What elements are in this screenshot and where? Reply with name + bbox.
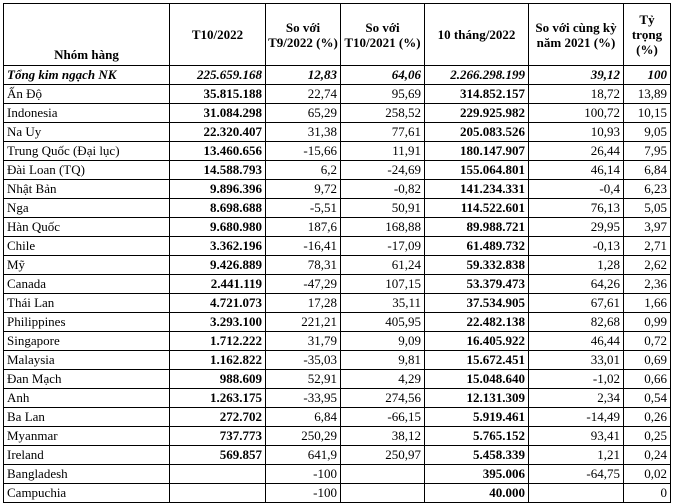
- cell-name: Chile: [4, 237, 170, 256]
- cell-t10: 35.815.188: [170, 85, 266, 104]
- table-row: [4, 351, 671, 370]
- cell-share: 6,23: [624, 180, 671, 199]
- cell-ten-months: 5.458.339: [425, 446, 529, 465]
- table-row: [4, 123, 671, 142]
- cell-vs-t9: 65,29: [266, 104, 341, 123]
- cell-vs-t10-2021: 64,06: [341, 66, 425, 85]
- cell-t10: 569.857: [170, 446, 266, 465]
- cell-name: Myanmar: [4, 427, 170, 446]
- table-header: [4, 4, 671, 66]
- cell-name: Anh: [4, 389, 170, 408]
- total-row: [4, 66, 671, 85]
- cell-vs-same-period: 1,28: [529, 256, 624, 275]
- header-vs-t9: So với T9/2022 (%): [266, 4, 341, 66]
- cell-vs-same-period: 82,68: [529, 313, 624, 332]
- cell-vs-same-period: 39,12: [529, 66, 624, 85]
- cell-name: Singapore: [4, 332, 170, 351]
- cell-t10: 31.084.298: [170, 104, 266, 123]
- header-vs-t10-2021: So với T10/2021 (%): [341, 4, 425, 66]
- cell-vs-t9: -5,51: [266, 199, 341, 218]
- cell-share: 5,05: [624, 199, 671, 218]
- cell-t10: 9.896.396: [170, 180, 266, 199]
- cell-t10: 2.441.119: [170, 275, 266, 294]
- cell-vs-same-period: -14,49: [529, 408, 624, 427]
- cell-vs-same-period: -1,02: [529, 370, 624, 389]
- cell-vs-same-period: 26,44: [529, 142, 624, 161]
- table-row: [4, 104, 671, 123]
- table-row: [4, 389, 671, 408]
- cell-vs-t9: 31,79: [266, 332, 341, 351]
- cell-name: Philippines: [4, 313, 170, 332]
- cell-share: 0,72: [624, 332, 671, 351]
- table-row: [4, 427, 671, 446]
- cell-vs-t10-2021: -66,15: [341, 408, 425, 427]
- cell-vs-t10-2021: 11,91: [341, 142, 425, 161]
- cell-ten-months: 205.083.526: [425, 123, 529, 142]
- cell-vs-t9: 6,2: [266, 161, 341, 180]
- cell-share: 0,26: [624, 408, 671, 427]
- cell-name: Malaysia: [4, 351, 170, 370]
- cell-vs-same-period: 1,21: [529, 446, 624, 465]
- cell-ten-months: 12.131.309: [425, 389, 529, 408]
- cell-share: 0,99: [624, 313, 671, 332]
- cell-name: Tổng kim ngạch NK: [4, 66, 170, 85]
- cell-vs-t10-2021: 250,97: [341, 446, 425, 465]
- cell-t10: 988.609: [170, 370, 266, 389]
- cell-vs-t10-2021: -0,82: [341, 180, 425, 199]
- table-row: [4, 313, 671, 332]
- cell-vs-t10-2021: 274,56: [341, 389, 425, 408]
- cell-vs-t10-2021: -17,09: [341, 237, 425, 256]
- header-group: Nhóm hàng: [4, 4, 170, 66]
- cell-t10: 3.293.100: [170, 313, 266, 332]
- header-t10: T10/2022: [170, 4, 266, 66]
- cell-name: Đan Mạch: [4, 370, 170, 389]
- cell-ten-months: 53.379.473: [425, 275, 529, 294]
- cell-share: 0,69: [624, 351, 671, 370]
- cell-t10: 9.426.889: [170, 256, 266, 275]
- cell-vs-same-period: 64,26: [529, 275, 624, 294]
- header-vs-same-period: So với cùng kỳ năm 2021 (%): [529, 4, 624, 66]
- cell-t10: 1.263.175: [170, 389, 266, 408]
- cell-vs-same-period: -64,75: [529, 465, 624, 484]
- cell-share: 13,89: [624, 85, 671, 104]
- cell-vs-t10-2021: 77,61: [341, 123, 425, 142]
- cell-share: 0,54: [624, 389, 671, 408]
- cell-vs-t10-2021: 258,52: [341, 104, 425, 123]
- table-row: [4, 370, 671, 389]
- cell-vs-same-period: 93,41: [529, 427, 624, 446]
- cell-t10: [170, 465, 266, 484]
- table-row: [4, 408, 671, 427]
- cell-vs-t9: 78,31: [266, 256, 341, 275]
- cell-vs-t9: 9,72: [266, 180, 341, 199]
- table-row: [4, 256, 671, 275]
- header-ten-months: 10 tháng/2022: [425, 4, 529, 66]
- cell-t10: 13.460.656: [170, 142, 266, 161]
- cell-name: Canada: [4, 275, 170, 294]
- cell-name: Ba Lan: [4, 408, 170, 427]
- cell-vs-t10-2021: 95,69: [341, 85, 425, 104]
- cell-ten-months: 89.988.721: [425, 218, 529, 237]
- cell-vs-t9: 12,83: [266, 66, 341, 85]
- table-row: [4, 85, 671, 104]
- cell-ten-months: 395.006: [425, 465, 529, 484]
- table-body: [4, 66, 671, 503]
- cell-vs-same-period: 76,13: [529, 199, 624, 218]
- cell-vs-same-period: 29,95: [529, 218, 624, 237]
- cell-vs-same-period: -0,13: [529, 237, 624, 256]
- cell-name: Na Uy: [4, 123, 170, 142]
- cell-t10: 9.680.980: [170, 218, 266, 237]
- cell-vs-t9: 6,84: [266, 408, 341, 427]
- table-row: [4, 332, 671, 351]
- cell-t10: 4.721.073: [170, 294, 266, 313]
- cell-ten-months: 114.522.601: [425, 199, 529, 218]
- table-row: [4, 218, 671, 237]
- cell-vs-same-period: 33,01: [529, 351, 624, 370]
- cell-vs-t9: -33,95: [266, 389, 341, 408]
- cell-share: 6,84: [624, 161, 671, 180]
- cell-ten-months: 61.489.732: [425, 237, 529, 256]
- cell-vs-t9: 187,6: [266, 218, 341, 237]
- cell-ten-months: 141.234.331: [425, 180, 529, 199]
- cell-vs-t9: -35,03: [266, 351, 341, 370]
- cell-ten-months: 15.048.640: [425, 370, 529, 389]
- cell-vs-t10-2021: 38,12: [341, 427, 425, 446]
- cell-ten-months: 59.332.838: [425, 256, 529, 275]
- cell-t10: 1.712.222: [170, 332, 266, 351]
- cell-vs-t9: -47,29: [266, 275, 341, 294]
- cell-vs-t10-2021: 9,09: [341, 332, 425, 351]
- cell-ten-months: 16.405.922: [425, 332, 529, 351]
- cell-vs-t9: 17,28: [266, 294, 341, 313]
- cell-t10: 737.773: [170, 427, 266, 446]
- cell-t10: 272.702: [170, 408, 266, 427]
- cell-share: 100: [624, 66, 671, 85]
- cell-vs-t10-2021: 61,24: [341, 256, 425, 275]
- cell-vs-t9: 250,29: [266, 427, 341, 446]
- table-row: [4, 142, 671, 161]
- cell-ten-months: 314.852.157: [425, 85, 529, 104]
- cell-vs-t9: 22,74: [266, 85, 341, 104]
- header-share: Tỷ trọng (%): [624, 4, 671, 66]
- cell-ten-months: 229.925.982: [425, 104, 529, 123]
- cell-share: 9,05: [624, 123, 671, 142]
- cell-t10: 14.588.793: [170, 161, 266, 180]
- cell-ten-months: 5.919.461: [425, 408, 529, 427]
- cell-name: Bangladesh: [4, 465, 170, 484]
- cell-ten-months: 15.672.451: [425, 351, 529, 370]
- cell-share: 0: [624, 484, 671, 503]
- cell-name: Mỹ: [4, 256, 170, 275]
- cell-vs-same-period: 67,61: [529, 294, 624, 313]
- cell-vs-same-period: -0,4: [529, 180, 624, 199]
- cell-share: 2,36: [624, 275, 671, 294]
- cell-ten-months: 40.000: [425, 484, 529, 503]
- cell-vs-t10-2021: 4,29: [341, 370, 425, 389]
- cell-t10: 22.320.407: [170, 123, 266, 142]
- cell-name: Nga: [4, 199, 170, 218]
- cell-ten-months: 37.534.905: [425, 294, 529, 313]
- table-row: [4, 294, 671, 313]
- cell-share: 0,24: [624, 446, 671, 465]
- cell-vs-t9: -100: [266, 484, 341, 503]
- cell-name: Đài Loan (TQ): [4, 161, 170, 180]
- cell-vs-t10-2021: 35,11: [341, 294, 425, 313]
- cell-vs-same-period: 2,34: [529, 389, 624, 408]
- cell-ten-months: 22.482.138: [425, 313, 529, 332]
- cell-share: 10,15: [624, 104, 671, 123]
- cell-vs-t9: -16,41: [266, 237, 341, 256]
- cell-vs-t9: 221,21: [266, 313, 341, 332]
- cell-vs-t10-2021: 107,15: [341, 275, 425, 294]
- cell-vs-t10-2021: 405,95: [341, 313, 425, 332]
- cell-ten-months: 155.064.801: [425, 161, 529, 180]
- cell-vs-same-period: 46,44: [529, 332, 624, 351]
- cell-share: 0,66: [624, 370, 671, 389]
- cell-share: 1,66: [624, 294, 671, 313]
- cell-vs-t9: -100: [266, 465, 341, 484]
- cell-t10: 8.698.688: [170, 199, 266, 218]
- cell-vs-t10-2021: 168,88: [341, 218, 425, 237]
- cell-share: 7,95: [624, 142, 671, 161]
- cell-t10: 3.362.196: [170, 237, 266, 256]
- cell-vs-t10-2021: [341, 465, 425, 484]
- cell-vs-same-period: 100,72: [529, 104, 624, 123]
- table-row: [4, 275, 671, 294]
- cell-vs-t9: -15,66: [266, 142, 341, 161]
- table-row: [4, 465, 671, 484]
- cell-vs-same-period: 10,93: [529, 123, 624, 142]
- table-row: [4, 180, 671, 199]
- cell-name: Trung Quốc (Đại lục): [4, 142, 170, 161]
- cell-share: 3,97: [624, 218, 671, 237]
- cell-vs-t9: 52,91: [266, 370, 341, 389]
- cell-name: Indonesia: [4, 104, 170, 123]
- cell-name: Campuchia: [4, 484, 170, 503]
- cell-name: Ấn Độ: [4, 85, 170, 104]
- cell-vs-t9: 641,9: [266, 446, 341, 465]
- cell-share: 2,62: [624, 256, 671, 275]
- cell-t10: 1.162.822: [170, 351, 266, 370]
- table-row: [4, 161, 671, 180]
- cell-vs-same-period: 46,14: [529, 161, 624, 180]
- table-row: [4, 446, 671, 465]
- cell-name: Hàn Quốc: [4, 218, 170, 237]
- table-row: [4, 237, 671, 256]
- cell-vs-t10-2021: 50,91: [341, 199, 425, 218]
- cell-share: 0,02: [624, 465, 671, 484]
- import-table: [3, 3, 671, 503]
- cell-ten-months: 180.147.907: [425, 142, 529, 161]
- cell-ten-months: 2.266.298.199: [425, 66, 529, 85]
- cell-vs-t9: 31,38: [266, 123, 341, 142]
- cell-t10: 225.659.168: [170, 66, 266, 85]
- table-row: [4, 199, 671, 218]
- cell-vs-same-period: 18,72: [529, 85, 624, 104]
- cell-vs-t10-2021: 9,81: [341, 351, 425, 370]
- cell-name: Nhật Bản: [4, 180, 170, 199]
- cell-ten-months: 5.765.152: [425, 427, 529, 446]
- cell-name: Thái Lan: [4, 294, 170, 313]
- cell-vs-t10-2021: -24,69: [341, 161, 425, 180]
- cell-share: 0,25: [624, 427, 671, 446]
- cell-name: Ireland: [4, 446, 170, 465]
- cell-share: 2,71: [624, 237, 671, 256]
